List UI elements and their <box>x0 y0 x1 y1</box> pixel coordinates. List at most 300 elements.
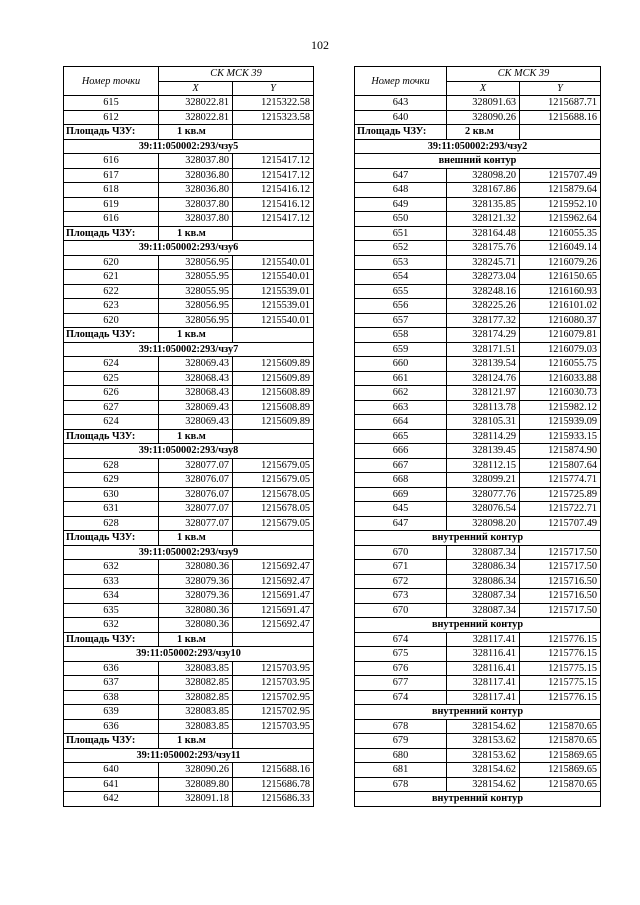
table-row <box>64 168 314 183</box>
area-label: Площадь ЧЗУ: <box>64 531 159 546</box>
x-coordinate-cell: 328022.81 <box>159 96 233 111</box>
x-coordinate-cell: 328091.63 <box>447 96 520 111</box>
x-coordinate-cell: 328080.36 <box>159 603 233 618</box>
table-row <box>355 690 601 705</box>
table-row <box>355 342 601 357</box>
section-row <box>64 241 314 256</box>
coordinate-system-header: СК МСК 39 <box>447 67 601 82</box>
area-value: 1 кв.м <box>159 226 233 241</box>
point-number-cell: 670 <box>355 603 447 618</box>
y-coordinate-cell: 1215874.90 <box>520 444 601 459</box>
table-row <box>64 110 314 125</box>
x-coordinate-cell: 328175.76 <box>447 241 520 256</box>
y-coordinate-cell: 1215539.01 <box>233 299 314 314</box>
table-body-left <box>64 96 314 807</box>
y-coordinate-cell: 1216049.14 <box>520 241 601 256</box>
table-row <box>64 313 314 328</box>
area-label: Площадь ЧЗУ: <box>355 125 447 140</box>
y-coordinate-cell: 1216055.75 <box>520 357 601 372</box>
y-coordinate-cell: 1215609.89 <box>233 357 314 372</box>
x-coordinate-cell: 328037.80 <box>159 154 233 169</box>
area-value: 2 кв.м <box>447 125 520 140</box>
y-coordinate-cell: 1215540.01 <box>233 313 314 328</box>
area-row <box>355 125 601 140</box>
y-coordinate-cell: 1215775.15 <box>520 676 601 691</box>
point-number-cell: 626 <box>64 386 159 401</box>
y-coordinate-cell: 1215776.15 <box>520 647 601 662</box>
x-coordinate-cell: 328077.07 <box>159 458 233 473</box>
x-coordinate-cell: 328069.43 <box>159 357 233 372</box>
point-number-cell: 674 <box>355 690 447 705</box>
section-row <box>355 154 601 169</box>
section-title: внутренний контур <box>355 531 601 546</box>
y-coordinate-cell: 1216080.37 <box>520 313 601 328</box>
table-row <box>64 676 314 691</box>
point-number-cell: 616 <box>64 154 159 169</box>
y-header: Y <box>233 81 314 96</box>
x-coordinate-cell: 328139.45 <box>447 444 520 459</box>
x-coordinate-cell: 328056.95 <box>159 255 233 270</box>
y-coordinate-cell: 1215539.01 <box>233 284 314 299</box>
point-number-cell: 630 <box>64 487 159 502</box>
y-coordinate-cell: 1215774.71 <box>520 473 601 488</box>
x-coordinate-cell: 328164.48 <box>447 226 520 241</box>
x-coordinate-cell: 328083.85 <box>159 705 233 720</box>
table-row <box>355 313 601 328</box>
x-coordinate-cell: 328273.04 <box>447 270 520 285</box>
x-coordinate-cell: 328117.41 <box>447 676 520 691</box>
table-row <box>64 705 314 720</box>
point-number-cell: 618 <box>64 183 159 198</box>
x-coordinate-cell: 328036.80 <box>159 168 233 183</box>
area-label: Площадь ЧЗУ: <box>64 328 159 343</box>
y-coordinate-cell: 1215692.47 <box>233 618 314 633</box>
table-row <box>355 589 601 604</box>
table-row <box>64 284 314 299</box>
x-coordinate-cell: 328154.62 <box>447 719 520 734</box>
point-number-cell: 640 <box>355 110 447 125</box>
point-number-cell: 616 <box>64 212 159 227</box>
table-body-right <box>355 96 601 807</box>
x-coordinate-cell: 328055.95 <box>159 284 233 299</box>
section-row <box>64 647 314 662</box>
point-number-cell: 649 <box>355 197 447 212</box>
y-header: Y <box>520 81 601 96</box>
table-row <box>355 110 601 125</box>
x-coordinate-cell: 328069.43 <box>159 415 233 430</box>
area-row <box>64 429 314 444</box>
point-number-cell: 671 <box>355 560 447 575</box>
table-row <box>355 212 601 227</box>
point-number-cell: 635 <box>64 603 159 618</box>
x-coordinate-cell: 328082.85 <box>159 690 233 705</box>
x-coordinate-cell: 328090.26 <box>159 763 233 778</box>
point-number-cell: 656 <box>355 299 447 314</box>
x-coordinate-cell: 328113.78 <box>447 400 520 415</box>
y-coordinate-cell: 1216079.26 <box>520 255 601 270</box>
point-number-cell: 648 <box>355 183 447 198</box>
x-coordinate-cell: 328076.54 <box>447 502 520 517</box>
point-number-cell: 678 <box>355 777 447 792</box>
point-number-cell: 676 <box>355 661 447 676</box>
point-number-cell: 620 <box>64 255 159 270</box>
x-coordinate-cell: 328174.29 <box>447 328 520 343</box>
point-number-cell: 632 <box>64 560 159 575</box>
header-row <box>355 67 601 82</box>
x-coordinate-cell: 328068.43 <box>159 371 233 386</box>
x-coordinate-cell: 328082.85 <box>159 676 233 691</box>
point-number-cell: 647 <box>355 168 447 183</box>
x-coordinate-cell: 328055.95 <box>159 270 233 285</box>
point-number-cell: 634 <box>64 589 159 604</box>
point-number-cell: 655 <box>355 284 447 299</box>
point-number-cell: 674 <box>355 632 447 647</box>
table-row <box>64 618 314 633</box>
point-number-cell: 658 <box>355 328 447 343</box>
y-coordinate-cell: 1215982.12 <box>520 400 601 415</box>
table-row <box>355 328 601 343</box>
point-number-cell: 619 <box>64 197 159 212</box>
table-row <box>64 154 314 169</box>
table-row <box>64 299 314 314</box>
point-number-header: Номер точки <box>64 67 159 96</box>
x-coordinate-cell: 328139.54 <box>447 357 520 372</box>
y-coordinate-cell: 1215702.95 <box>233 705 314 720</box>
table-row <box>64 458 314 473</box>
x-coordinate-cell: 328098.20 <box>447 516 520 531</box>
point-number-cell: 636 <box>64 719 159 734</box>
y-coordinate-cell: 1215870.65 <box>520 777 601 792</box>
table-row <box>355 415 601 430</box>
area-row <box>64 734 314 749</box>
point-number-cell: 645 <box>355 502 447 517</box>
y-coordinate-cell: 1215416.12 <box>233 183 314 198</box>
area-row <box>64 226 314 241</box>
table-row <box>64 516 314 531</box>
x-coordinate-cell: 328037.80 <box>159 197 233 212</box>
y-coordinate-cell: 1215707.49 <box>520 516 601 531</box>
table-row <box>355 647 601 662</box>
point-number-cell: 650 <box>355 212 447 227</box>
point-number-cell: 669 <box>355 487 447 502</box>
x-coordinate-cell: 328153.62 <box>447 748 520 763</box>
x-coordinate-cell: 328245.71 <box>447 255 520 270</box>
table-row <box>355 429 601 444</box>
y-coordinate-cell: 1215869.65 <box>520 763 601 778</box>
table-row <box>355 357 601 372</box>
y-coordinate-cell: 1215870.65 <box>520 734 601 749</box>
point-number-cell: 641 <box>64 777 159 792</box>
y-coordinate-cell: 1215703.95 <box>233 661 314 676</box>
table-row <box>355 763 601 778</box>
table-row <box>355 444 601 459</box>
x-coordinate-cell: 328056.95 <box>159 299 233 314</box>
table-row <box>355 96 601 111</box>
y-coordinate-cell: 1215775.15 <box>520 661 601 676</box>
y-coordinate-cell: 1215686.78 <box>233 777 314 792</box>
table-row <box>64 357 314 372</box>
table-row <box>355 400 601 415</box>
y-coordinate-cell: 1215716.50 <box>520 589 601 604</box>
empty-cell <box>233 125 314 140</box>
y-coordinate-cell: 1215692.47 <box>233 560 314 575</box>
empty-cell <box>233 632 314 647</box>
empty-cell <box>520 125 601 140</box>
x-coordinate-cell: 328079.36 <box>159 589 233 604</box>
y-coordinate-cell: 1215702.95 <box>233 690 314 705</box>
coordinate-system-header: СК МСК 39 <box>159 67 314 82</box>
x-coordinate-cell: 328087.34 <box>447 603 520 618</box>
point-number-cell: 640 <box>64 763 159 778</box>
point-number-cell: 660 <box>355 357 447 372</box>
y-coordinate-cell: 1215692.47 <box>233 574 314 589</box>
page-number: 102 <box>311 38 329 52</box>
x-coordinate-cell: 328086.34 <box>447 560 520 575</box>
table-row <box>355 284 601 299</box>
table-row <box>64 371 314 386</box>
section-title: 39:11:050002:293/чзу9 <box>64 545 314 560</box>
x-coordinate-cell: 328135.85 <box>447 197 520 212</box>
y-coordinate-cell: 1216079.81 <box>520 328 601 343</box>
point-number-cell: 659 <box>355 342 447 357</box>
y-coordinate-cell: 1215707.49 <box>520 168 601 183</box>
section-title: внутренний контур <box>355 705 601 720</box>
x-coordinate-cell: 328177.32 <box>447 313 520 328</box>
point-number-cell: 625 <box>64 371 159 386</box>
x-coordinate-cell: 328069.43 <box>159 400 233 415</box>
x-coordinate-cell: 328087.34 <box>447 589 520 604</box>
y-coordinate-cell: 1215679.05 <box>233 516 314 531</box>
point-number-cell: 662 <box>355 386 447 401</box>
x-coordinate-cell: 328089.80 <box>159 777 233 792</box>
point-number-cell: 612 <box>64 110 159 125</box>
y-coordinate-cell: 1215933.15 <box>520 429 601 444</box>
table-row <box>355 458 601 473</box>
table-row <box>64 212 314 227</box>
x-coordinate-cell: 328248.16 <box>447 284 520 299</box>
y-coordinate-cell: 1215417.12 <box>233 154 314 169</box>
point-number-cell: 663 <box>355 400 447 415</box>
table-row <box>64 589 314 604</box>
x-coordinate-cell: 328087.34 <box>447 545 520 560</box>
x-coordinate-cell: 328121.32 <box>447 212 520 227</box>
x-coordinate-cell: 328225.26 <box>447 299 520 314</box>
section-row <box>355 792 601 807</box>
y-coordinate-cell: 1215776.15 <box>520 690 601 705</box>
empty-cell <box>233 226 314 241</box>
point-number-cell: 679 <box>355 734 447 749</box>
point-number-cell: 680 <box>355 748 447 763</box>
x-coordinate-cell: 328171.51 <box>447 342 520 357</box>
table-row <box>64 763 314 778</box>
y-coordinate-cell: 1216079.03 <box>520 342 601 357</box>
y-coordinate-cell: 1215609.89 <box>233 415 314 430</box>
y-coordinate-cell: 1215939.09 <box>520 415 601 430</box>
point-number-cell: 624 <box>64 415 159 430</box>
table-row <box>64 719 314 734</box>
y-coordinate-cell: 1215687.71 <box>520 96 601 111</box>
x-coordinate-cell: 328080.36 <box>159 560 233 575</box>
table-row <box>355 255 601 270</box>
y-coordinate-cell: 1216150.65 <box>520 270 601 285</box>
empty-cell <box>233 531 314 546</box>
y-coordinate-cell: 1215870.65 <box>520 719 601 734</box>
point-number-cell: 661 <box>355 371 447 386</box>
table-row <box>355 574 601 589</box>
table-row <box>64 661 314 676</box>
area-value: 1 кв.м <box>159 328 233 343</box>
y-coordinate-cell: 1215416.12 <box>233 197 314 212</box>
x-coordinate-cell: 328080.36 <box>159 618 233 633</box>
table-row <box>64 574 314 589</box>
area-label: Площадь ЧЗУ: <box>64 632 159 647</box>
y-coordinate-cell: 1215879.64 <box>520 183 601 198</box>
x-coordinate-cell: 328076.07 <box>159 473 233 488</box>
section-title: 39:11:050002:293/чзу2 <box>355 139 601 154</box>
y-coordinate-cell: 1215703.95 <box>233 676 314 691</box>
section-row <box>355 618 601 633</box>
section-row <box>64 342 314 357</box>
y-coordinate-cell: 1215688.16 <box>520 110 601 125</box>
point-number-cell: 624 <box>64 357 159 372</box>
point-number-cell: 647 <box>355 516 447 531</box>
x-coordinate-cell: 328036.80 <box>159 183 233 198</box>
point-number-cell: 651 <box>355 226 447 241</box>
x-coordinate-cell: 328117.41 <box>447 690 520 705</box>
area-value: 1 кв.м <box>159 125 233 140</box>
x-header: X <box>159 81 233 96</box>
point-number-cell: 653 <box>355 255 447 270</box>
y-coordinate-cell: 1215703.95 <box>233 719 314 734</box>
point-number-cell: 622 <box>64 284 159 299</box>
y-coordinate-cell: 1216055.35 <box>520 226 601 241</box>
point-number-cell: 665 <box>355 429 447 444</box>
area-value: 1 кв.м <box>159 429 233 444</box>
x-coordinate-cell: 328086.34 <box>447 574 520 589</box>
point-number-cell: 668 <box>355 473 447 488</box>
header-row <box>64 67 314 82</box>
y-coordinate-cell: 1215417.12 <box>233 212 314 227</box>
table-row <box>355 241 601 256</box>
table-row <box>355 516 601 531</box>
point-number-cell: 629 <box>64 473 159 488</box>
table-row <box>355 560 601 575</box>
section-title: внутренний контур <box>355 792 601 807</box>
x-coordinate-cell: 328056.95 <box>159 313 233 328</box>
section-title: 39:11:050002:293/чзу6 <box>64 241 314 256</box>
table-row <box>355 661 601 676</box>
table-row <box>355 386 601 401</box>
y-coordinate-cell: 1215678.05 <box>233 487 314 502</box>
point-number-cell: 675 <box>355 647 447 662</box>
y-coordinate-cell: 1215717.50 <box>520 560 601 575</box>
y-coordinate-cell: 1215962.64 <box>520 212 601 227</box>
y-coordinate-cell: 1215717.50 <box>520 545 601 560</box>
table-row <box>64 502 314 517</box>
table-row <box>64 400 314 415</box>
x-coordinate-cell: 328114.29 <box>447 429 520 444</box>
point-number-cell: 681 <box>355 763 447 778</box>
y-coordinate-cell: 1215688.16 <box>233 763 314 778</box>
table-row <box>355 777 601 792</box>
point-number-cell: 627 <box>64 400 159 415</box>
x-coordinate-cell: 328167.86 <box>447 183 520 198</box>
y-coordinate-cell: 1215725.89 <box>520 487 601 502</box>
area-row <box>64 125 314 140</box>
y-coordinate-cell: 1215869.65 <box>520 748 601 763</box>
point-number-cell: 637 <box>64 676 159 691</box>
x-coordinate-cell: 328091.18 <box>159 792 233 807</box>
y-coordinate-cell: 1215952.10 <box>520 197 601 212</box>
x-coordinate-cell: 328037.80 <box>159 212 233 227</box>
table-row <box>355 473 601 488</box>
y-coordinate-cell: 1216160.93 <box>520 284 601 299</box>
table-row <box>355 748 601 763</box>
point-number-cell: 678 <box>355 719 447 734</box>
table-row <box>64 183 314 198</box>
y-coordinate-cell: 1215717.50 <box>520 603 601 618</box>
table-row <box>355 603 601 618</box>
x-coordinate-cell: 328068.43 <box>159 386 233 401</box>
y-coordinate-cell: 1215540.01 <box>233 255 314 270</box>
y-coordinate-cell: 1215322.58 <box>233 96 314 111</box>
table-row <box>64 96 314 111</box>
table-row <box>64 777 314 792</box>
table-row <box>355 676 601 691</box>
section-title: 39:11:050002:293/чзу11 <box>64 748 314 763</box>
point-number-cell: 623 <box>64 299 159 314</box>
x-coordinate-cell: 328076.07 <box>159 487 233 502</box>
table-row <box>64 270 314 285</box>
table-row <box>355 487 601 502</box>
section-row <box>64 444 314 459</box>
x-coordinate-cell: 328105.31 <box>447 415 520 430</box>
section-title: 39:11:050002:293/чзу8 <box>64 444 314 459</box>
point-number-cell: 631 <box>64 502 159 517</box>
table-row <box>355 226 601 241</box>
table-row <box>64 560 314 575</box>
x-coordinate-cell: 328154.62 <box>447 763 520 778</box>
section-row <box>64 748 314 763</box>
y-coordinate-cell: 1215679.05 <box>233 473 314 488</box>
table-row <box>64 473 314 488</box>
x-coordinate-cell: 328083.85 <box>159 661 233 676</box>
y-coordinate-cell: 1215686.33 <box>233 792 314 807</box>
area-row <box>64 531 314 546</box>
y-coordinate-cell: 1215716.50 <box>520 574 601 589</box>
point-number-cell: 621 <box>64 270 159 285</box>
area-label: Площадь ЧЗУ: <box>64 734 159 749</box>
section-row <box>64 545 314 560</box>
table-row <box>355 183 601 198</box>
point-number-cell: 628 <box>64 516 159 531</box>
x-coordinate-cell: 328153.62 <box>447 734 520 749</box>
point-number-cell: 652 <box>355 241 447 256</box>
x-coordinate-cell: 328112.15 <box>447 458 520 473</box>
y-coordinate-cell: 1215417.12 <box>233 168 314 183</box>
point-number-cell: 639 <box>64 705 159 720</box>
point-number-cell: 628 <box>64 458 159 473</box>
area-row <box>64 328 314 343</box>
table-row <box>64 487 314 502</box>
point-number-cell: 654 <box>355 270 447 285</box>
y-coordinate-cell: 1215776.15 <box>520 632 601 647</box>
y-coordinate-cell: 1215608.89 <box>233 400 314 415</box>
area-label: Площадь ЧЗУ: <box>64 226 159 241</box>
table-row <box>64 603 314 618</box>
table-row <box>355 632 601 647</box>
section-row <box>355 705 601 720</box>
